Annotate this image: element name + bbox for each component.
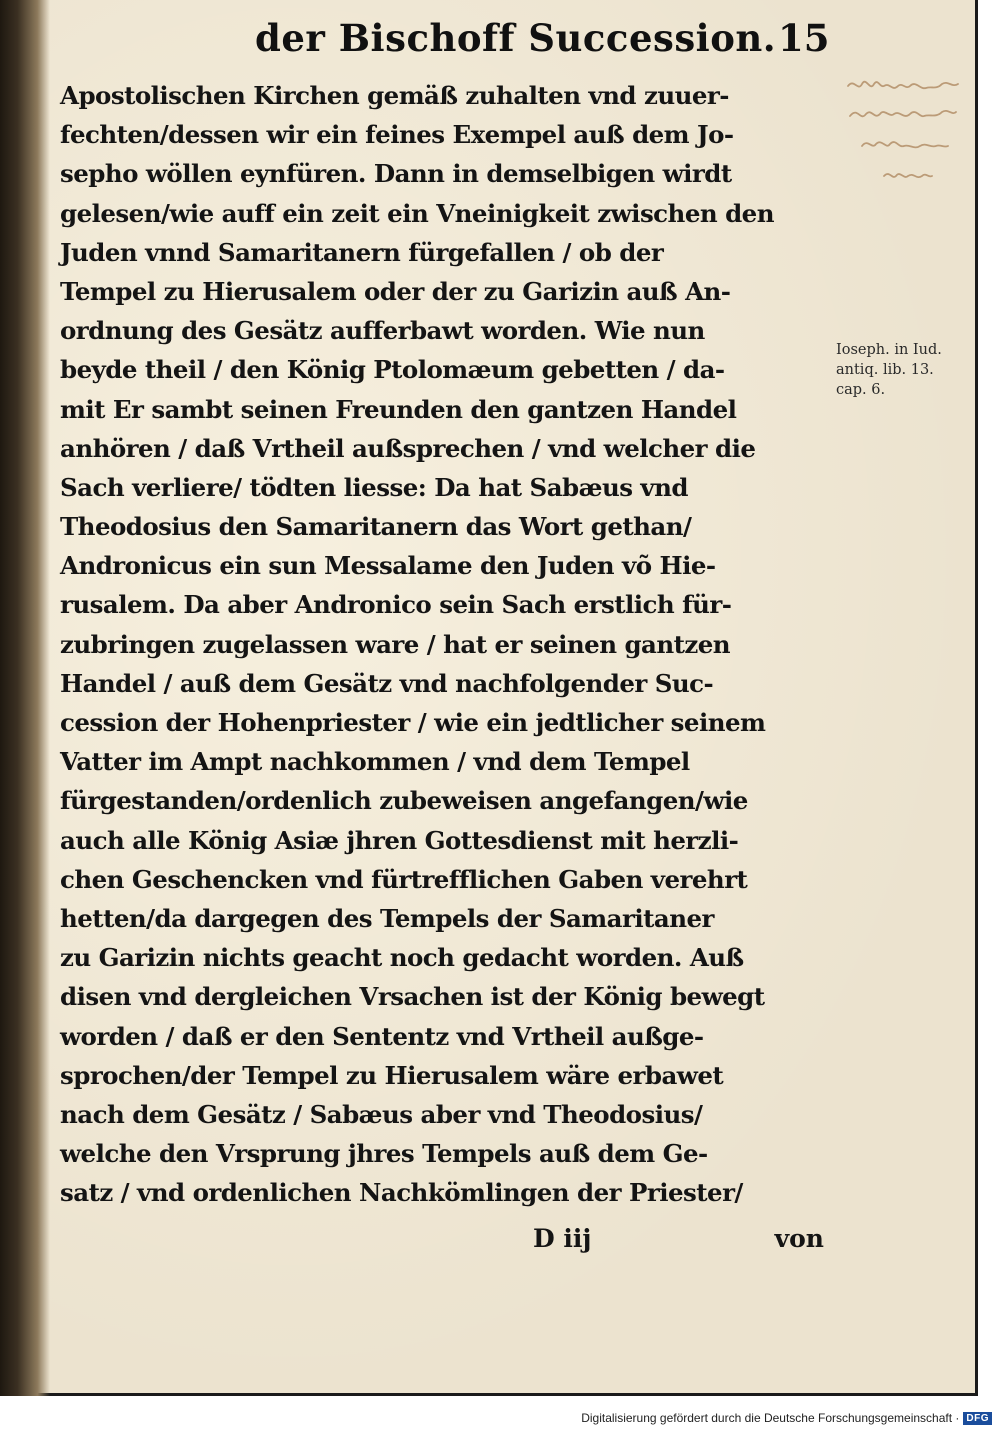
text-line: Vatter im Ampt nachkommen / vnd dem Tempel bbox=[60, 747, 690, 777]
signature-mark: D iij bbox=[533, 1224, 592, 1253]
text-line: nach dem Gesätz / Sabæus aber vnd Theodosius/ bbox=[60, 1099, 703, 1129]
text-line: satz / vnd ordenlichen Nachkömlingen der Priester/ bbox=[60, 1178, 743, 1208]
text-line: fechten/dessen wir ein feines Exempel auß dem Jo- bbox=[60, 120, 734, 150]
text-line: zu Garizin nichts geacht noch gedacht worden. Auß bbox=[60, 943, 744, 973]
running-title: der Bischoff Succession. bbox=[255, 16, 777, 60]
marginal-note bbox=[836, 340, 942, 400]
page-number: 15 bbox=[778, 16, 830, 60]
text-line: Handel / auß dem Gesätz vnd nachfolgender Suc- bbox=[60, 668, 714, 698]
text-line: fürgestanden/ordenlich zubeweisen angefangen/wie bbox=[60, 786, 748, 816]
text-line: Tempel zu Hierusalem oder der zu Garizin auß An- bbox=[60, 276, 731, 306]
dfg-logo: DFG bbox=[963, 1412, 992, 1425]
text-line: mit Er sambt seinen Freunden den gantzen Handel bbox=[60, 394, 737, 424]
text-line: cession der Hohenpriester / wie ein jedtlicher seinem bbox=[60, 708, 766, 737]
text-line: rusalem. Da aber Andronico sein Sach erstlich für- bbox=[60, 590, 732, 620]
text-line: Apostolischen Kirchen gemäß zuhalten vnd zuuer- bbox=[60, 81, 729, 110]
text-line: hetten/da dargegen des Tempels der Samaritaner bbox=[60, 903, 714, 933]
text-line: welche den Vrsprung jhres Tempels auß dem Ge- bbox=[60, 1139, 708, 1169]
marginal-note-line: Ioseph. in Iud. bbox=[836, 342, 942, 358]
marginal-note-line: antiq. lib. 13. bbox=[836, 362, 934, 378]
text-line: gelesen/wie auff ein zeit ein Vneinigkeit zwischen den bbox=[60, 198, 774, 228]
text-line: disen vnd dergleichen Vrsachen ist der König bewegt bbox=[60, 982, 765, 1012]
catchline bbox=[60, 1224, 830, 1264]
text-line: sprochen/der Tempel zu Hierusalem wäre erbawet bbox=[60, 1060, 724, 1090]
text-line: Sach verliere/ tödten liesse: Da hat Sabæus vnd bbox=[60, 472, 688, 502]
text-line: beyde theil / den König Ptolomæum gebetten / da- bbox=[60, 355, 725, 385]
footer-credit: Digitalisierung gefördert durch die Deutsche Forschungsgemeinschaft · bbox=[581, 1411, 960, 1425]
binding-shadow bbox=[0, 0, 50, 1396]
catchword: von bbox=[774, 1224, 824, 1253]
text-line: worden / daß er den Sententz vnd Vrtheil außge- bbox=[60, 1021, 704, 1051]
footer bbox=[581, 1411, 992, 1425]
marginal-note-line: cap. 6. bbox=[836, 382, 886, 398]
text-line: auch alle König Asiæ jhren Gottesdienst mit herzli- bbox=[60, 825, 739, 855]
text-line: zubringen zugelassen ware / hat er seinen gantzen bbox=[60, 629, 731, 659]
handwritten-annotation bbox=[842, 72, 977, 212]
text-line: Juden vnnd Samaritanern fürgefallen / ob der bbox=[60, 237, 664, 267]
text-line: Theodosius den Samaritanern das Wort gethan/ bbox=[60, 512, 692, 542]
text-line: anhören / daß Vrtheil außsprechen / vnd welcher die bbox=[60, 433, 756, 463]
text-line: chen Geschencken vnd fürtrefflichen Gaben verehrt bbox=[60, 864, 748, 894]
text-line: ordnung des Gesätz aufferbawt worden. Wie nun bbox=[60, 316, 705, 346]
body-text bbox=[60, 76, 830, 1212]
text-line: Andronicus ein sun Messalame den Juden võ Hie- bbox=[60, 551, 716, 581]
text-line: sepho wöllen eynfüren. Dann in demselbigen wirdt bbox=[60, 159, 732, 189]
